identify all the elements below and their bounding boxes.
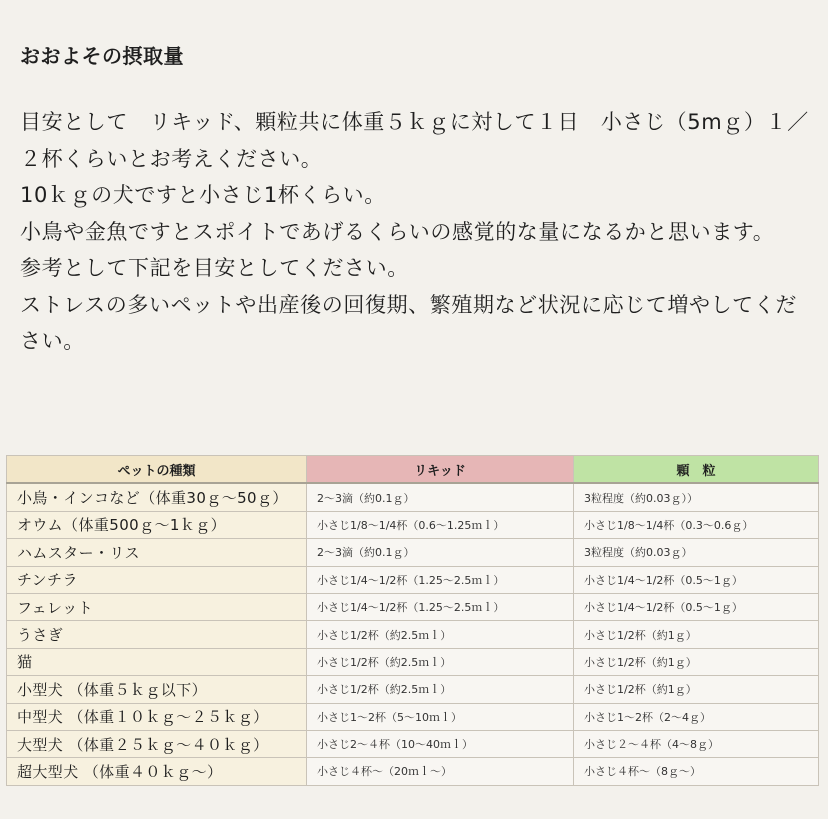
cell-granule: 小さじ1/2杯（約1ｇ） <box>574 648 819 675</box>
body-text <box>20 104 810 360</box>
cell-pet-type: フェレット <box>7 593 307 620</box>
cell-pet-type: 小型犬 （体重５ｋｇ以下） <box>7 676 307 703</box>
cell-liquid: 2～3滴（約0.1ｇ） <box>307 483 574 511</box>
table-header-row <box>7 456 819 484</box>
table-body <box>7 483 819 785</box>
table-row <box>7 539 819 566</box>
table-row <box>7 483 819 511</box>
paragraph-increase-note: ストレスの多いペットや出産後の回復期、繁殖期など状況に応じて増やしてください。 <box>20 292 797 353</box>
cell-granule: 3粒程度（約0.03ｇ） <box>574 539 819 566</box>
header-pet-type: ペットの種類 <box>7 456 307 484</box>
cell-granule: 小さじ２～４杯（4～8ｇ） <box>574 730 819 757</box>
paragraph-reference: 参考として下記を目安としてください。 <box>20 256 409 280</box>
cell-liquid: 小さじ1/2杯（約2.5ｍｌ） <box>307 676 574 703</box>
cell-pet-type: ハムスター・リス <box>7 539 307 566</box>
cell-pet-type: 小鳥・インコなど（体重30ｇ～50ｇ） <box>7 483 307 511</box>
header-granule: 顆 粒 <box>574 456 819 484</box>
cell-liquid: 2～3滴（約0.1ｇ） <box>307 539 574 566</box>
cell-pet-type: オウム（体重500ｇ～1ｋｇ） <box>7 511 307 538</box>
cell-granule: 3粒程度（約0.03ｇ）） <box>574 483 819 511</box>
cell-pet-type: チンチラ <box>7 566 307 593</box>
table-row <box>7 511 819 538</box>
cell-liquid: 小さじ1/8～1/4杯（0.6～1.25ｍｌ） <box>307 511 574 538</box>
cell-granule: 小さじ1/4～1/2杯（0.5～1ｇ） <box>574 566 819 593</box>
paragraph-dog-example: 10ｋｇの犬ですと小さじ1杯くらい。 <box>20 183 386 207</box>
cell-liquid: 小さじ４杯～（20ｍｌ～） <box>307 758 574 785</box>
cell-pet-type: 猫 <box>7 648 307 675</box>
cell-pet-type: うさぎ <box>7 621 307 648</box>
intake-table <box>6 455 819 786</box>
page-title: おおよその摂取量 <box>20 44 184 68</box>
cell-pet-type: 超大型犬 （体重４０ｋｇ～） <box>7 758 307 785</box>
cell-liquid: 小さじ2～４杯（10～40ｍｌ） <box>307 730 574 757</box>
table-row <box>7 566 819 593</box>
cell-pet-type: 大型犬 （体重２５ｋｇ～４０ｋｇ） <box>7 730 307 757</box>
header-liquid: リキッド <box>307 456 574 484</box>
table-row <box>7 593 819 620</box>
cell-liquid: 小さじ1/2杯（約2.5ｍｌ） <box>307 648 574 675</box>
table-row <box>7 621 819 648</box>
cell-granule: 小さじ1～2杯（2～4ｇ） <box>574 703 819 730</box>
cell-pet-type: 中型犬 （体重１０ｋｇ～２５ｋｇ） <box>7 703 307 730</box>
table-row <box>7 730 819 757</box>
cell-liquid: 小さじ1/4～1/2杯（1.25～2.5ｍｌ） <box>307 566 574 593</box>
cell-granule: 小さじ1/2杯（約1ｇ） <box>574 676 819 703</box>
table-row <box>7 676 819 703</box>
cell-liquid: 小さじ1/4～1/2杯（1.25～2.5ｍｌ） <box>307 593 574 620</box>
table-row <box>7 758 819 785</box>
cell-granule: 小さじ1/8～1/4杯（0.3～0.6ｇ） <box>574 511 819 538</box>
paragraph-guideline: 目安として リキッド、顆粒共に体重５ｋｇに対して１日 小さじ（5mｇ）１／２杯くらいとお考えください。 <box>20 110 809 171</box>
table-row <box>7 648 819 675</box>
table-row <box>7 703 819 730</box>
cell-liquid: 小さじ1～2杯（5～10ｍｌ） <box>307 703 574 730</box>
paragraph-small-pets: 小鳥や金魚ですとスポイトであげるくらいの感覚的な量になるかと思います。 <box>20 219 775 244</box>
cell-granule: 小さじ1/2杯（約1ｇ） <box>574 621 819 648</box>
cell-granule: 小さじ1/4～1/2杯（0.5～1ｇ） <box>574 593 819 620</box>
cell-granule: 小さじ４杯～（8ｇ～） <box>574 758 819 785</box>
cell-liquid: 小さじ1/2杯（約2.5ｍｌ） <box>307 621 574 648</box>
